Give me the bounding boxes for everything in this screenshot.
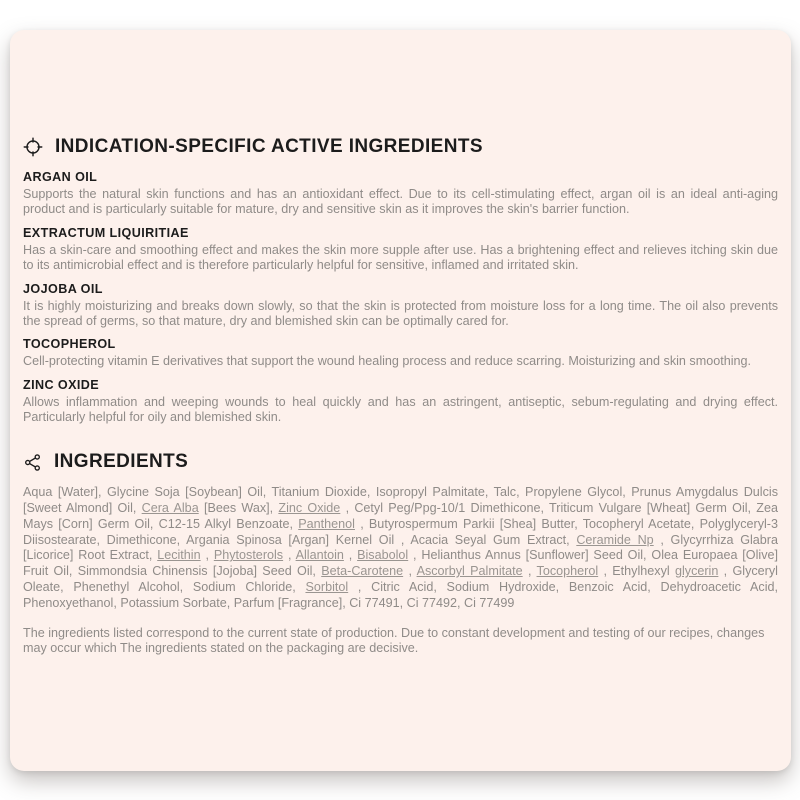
active-ingredient-item	[23, 170, 778, 217]
ingredient-name: TOCOPHEROL	[23, 337, 116, 352]
ingredient-name: ZINC OXIDE	[23, 378, 100, 393]
ingredient-text-segment: , Glycyrrhiza Glabra [Licorice] Root Extract,	[23, 532, 778, 563]
ingredient-text-segment: ,	[522, 564, 537, 579]
ingredient-link[interactable]: Sorbitol	[305, 579, 349, 594]
ingredient-name: ARGAN OIL	[23, 170, 98, 184]
ingredient-link[interactable]: Panthenol	[298, 516, 355, 531]
ingredient-text-segment: ,	[343, 548, 358, 563]
ingredient-description: Has a skin-care and smoothing effect and makes the skin more supple after use. Has a brightening effect and relieves itching skin due to its antimicrobial effect and is therefore particularly helpful for sensitive, inflamed and irritated skin.	[23, 242, 778, 272]
molecule-icon	[23, 453, 42, 472]
active-ingredient-item	[23, 282, 778, 329]
ingredients-heading	[23, 451, 778, 473]
ingredient-description: Cell-protecting vitamin E derivatives that support the wound healing process and reduce scarring. Moisturizing and skin smoothing.	[23, 354, 752, 369]
ingredient-link[interactable]: Allantoin	[295, 548, 344, 563]
ingredient-text-segment: ,	[283, 548, 296, 563]
ingredient-description: It is highly moisturizing and breaks down slowly, so that the skin is protected from moisture loss for a long time. The oil also prevents the spread of germs, so that mature, dry and blemished skin can be optimally cared for.	[23, 298, 778, 328]
ingredients-note: The ingredients listed correspond to the current state of production. Due to constant development and testing of our recipes, changes may occur which The ingredients stated on the packaging are decisive.	[23, 625, 765, 656]
ingredient-description: Allows inflammation and weeping wounds to heal quickly and has an astringent, antiseptic, sebum-regulating and drying effect. Particularly helpful for oily and blemished skin.	[23, 395, 778, 425]
ingredient-name: EXTRACTUM LIQUIRITIAE	[23, 225, 189, 240]
ingredient-link[interactable]: Ascorbyl Palmitate	[416, 564, 523, 579]
target-icon	[23, 137, 43, 157]
active-ingredient-item	[23, 337, 778, 369]
ingredient-description: Supports the natural skin functions and has an antioxidant effect. Due to its cell-stimulating effect, argan oil is an ideal anti-aging product and is particularly suitable for mature, dry and sensitive skin as it improves the skin's barrier function.	[23, 187, 778, 216]
ingredient-text-segment: ,	[403, 564, 417, 579]
ingredient-name: JOJOBA OIL	[23, 281, 103, 296]
ingredient-link[interactable]: Cera Alba	[141, 500, 199, 515]
ingredient-link[interactable]: Tocopherol	[536, 564, 599, 579]
full-ingredients-section	[23, 451, 778, 657]
ingredient-text-segment: Aqua [Water], Glycine Soja [Soybean] Oil, Titanium Dioxide, Isopropyl Palmitate, Talc, Propylene Glycol, Prunus Amygdalus Dulcis [Sweet Almond] Oil,	[23, 485, 778, 515]
ingredient-text-segment: , Cetyl Peg/Ppg-10/1 Dimethicone, Triticum Vulgare [Wheat] Germ Oil, Zea Mays [Corn] Germ Oil, C12-15 Alkyl Benzoate,	[23, 500, 778, 531]
ingredient-text-segment: ,	[200, 548, 214, 563]
ingredient-link[interactable]: Phytosterols	[213, 548, 284, 563]
ingredient-text-segment: , Butyrospermum Parkii [Shea] Butter, Tocopheryl Acetate, Polyglyceryl-3 Diisostearate, Dimethicone, Argania Spinosa [Argan] Kernel Oil , Acacia Seyal Gum Extract,	[23, 516, 778, 547]
active-ingredients-section	[23, 136, 778, 425]
active-ingredient-item	[23, 378, 778, 425]
active-ingredients-heading	[23, 136, 778, 158]
ingredient-text-segment: , Citric Acid, Sodium Hydroxide, Benzoic Acid, Dehydroacetic Acid, Phenoxyethanol, Potassium Sorbate, Parfum [Fragrance], Ci 77491, Ci 77492, Ci 77499	[23, 579, 778, 610]
ingredient-link[interactable]: Lecithin	[157, 548, 201, 563]
section-title: INGREDIENTS	[54, 451, 189, 473]
ingredient-text-segment: , Glyceryl Oleate, Phenethyl Alcohol, Sodium Chloride,	[23, 564, 778, 594]
ingredient-link[interactable]: Bisabolol	[357, 548, 409, 563]
section-title: INDICATION-SPECIFIC ACTIVE INGREDIENTS	[55, 136, 483, 157]
ingredient-link[interactable]: Beta-Carotene	[321, 564, 404, 579]
ingredient-link[interactable]: Ceramide Np	[576, 532, 654, 547]
ingredients-text	[23, 485, 778, 611]
ingredient-link[interactable]: Zinc Oxide	[278, 500, 341, 515]
ingredient-text-segment: , Helianthus Annus [Sunflower] Seed Oil, Olea Europaea [Olive] Fruit Oil, Simmondsia Chinensis [Jojoba] Seed Oil,	[23, 548, 778, 579]
active-ingredient-item	[23, 226, 778, 273]
ingredient-link[interactable]: glycerin	[674, 564, 719, 579]
ingredients-card	[10, 30, 791, 771]
ingredient-text-segment: , Ethylhexyl	[598, 564, 675, 579]
ingredient-text-segment: [Bees Wax],	[198, 500, 279, 515]
